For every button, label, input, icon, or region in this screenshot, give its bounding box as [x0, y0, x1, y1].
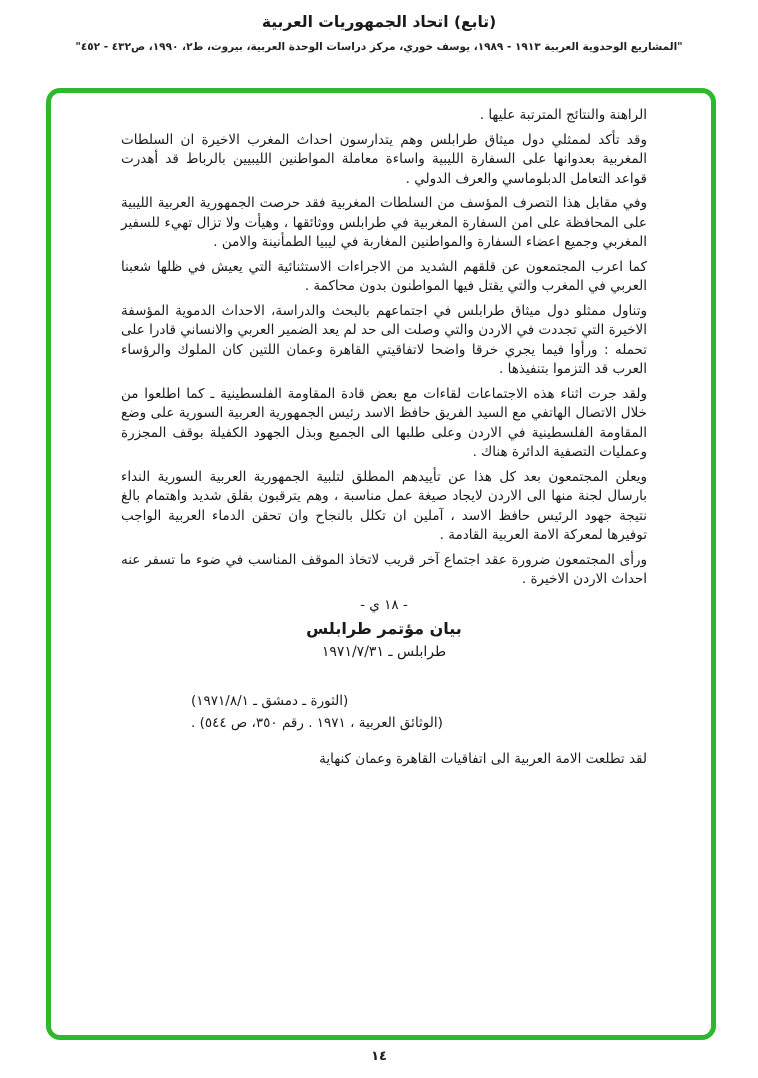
statement-place-date: طرابلس ـ ١٩٧١/٧/٣١: [321, 643, 447, 660]
body-text-column: [51, 93, 711, 770]
paragraph-next-meeting: ورأى المجتمعون ضرورة عقد اجتماع آخر قريب لاتخاذ الموقف المناسب في ضوء ما تسفر عنه احداث الاردن الاخيرة .: [121, 551, 647, 587]
page-header: [0, 0, 758, 53]
header-citation: "المشاريع الوحدوية العربية ١٩١٣ - ١٩٨٩، يوسف خوري، مركز دراسات الوحدة العربية، بيروت، ط٢، ١٩٩٠، ص٤٣٢ - ٤٥٢": [75, 41, 683, 53]
source-references: [121, 690, 647, 734]
paragraph-concern-measures: كما اعرب المجتمعون عن قلقهم الشديد من الاجراءات الاستثنائية التي يعيش في ظلها شعبنا العربي في المغرب والتي يقتل فيها المواطنون بدون محاكمة .: [121, 258, 647, 294]
paragraph-syria-support: ويعلن المجتمعون بعد كل هذا عن تأييدهم المطلق لتلبية الجمهورية العربية السورية النداء بارسال لجنة منها الى الاردن لايجاد صيغة عمل مناسبة ، وهم يترقبون بقلق شديد واهتمام بالغ نتيجة جهود الرئيس حافظ الاسد ، آملين ان تكلل بالنجاح وان تحقن الدماء العربية الواجب توفيرها لمعركة الامة العربية القادمة .: [121, 468, 647, 543]
statement-title: بيان مؤتمر طرابلس: [306, 619, 462, 638]
paragraph-morocco-incidents: وقد تأكد لممثلي دول ميثاق طرابلس وهم يتدارسون احداث المغرب الاخيرة ان السلطات المغربية بعدوانها على السفارة الليبية واساءة معاملة المواطنين الليبيين بالرباط قد أهدرت قواعد التعامل الدبلوماسي والعرف الدولي .: [121, 131, 647, 187]
section-separator: - ١٨ ي -: [360, 596, 408, 613]
content-border-box: [46, 88, 716, 1040]
paragraph-continuation: الراهنة والنتائج المترتبة عليها .: [479, 107, 647, 123]
paragraph-libya-response: وفي مقابل هذا التصرف المؤسف من السلطات المغربية فقد حرصت الجمهورية العربية الليبية على المحافظة على امن السفارة المغربية في طرابلس ووثائقها ، وهيأت ولا تزال تهيء للسفير المغربي وجميع اعضاء السفارة والمواطنين المغاربة في ليبيا الطمأنينة والامن .: [121, 195, 647, 250]
source-line-documents: (الوثائق العربية ، ١٩٧١ . رقم ٣٥٠، ص ٥٤٤) .: [191, 715, 443, 731]
paragraph-resistance-meetings: ولقد جرت اثناء هذه الاجتماعات لقاءات مع بعض قادة المقاومة الفلسطينية ـ كما اطلعوا من خلال الاتصال الهاتفي مع السيد الفريق حافظ الاسد رئيس الجمهورية العربية السورية على وضع المقاومة الفلسطينية في الاردن وعلى طلبها الى الجميع وبذل الجهود الكفيلة بوقف المجزرة وعمليات التصفية الدائرة هناك .: [121, 385, 647, 460]
paragraph-jordan-events: وتناول ممثلو دول ميثاق طرابلس في اجتماعهم بالبحث والدراسة، الاحداث الدموية المؤسفة الاخيرة التي تجددت في الاردن والتي وصلت الى حد لم يعد الضمير العربي والانساني قادرا على تحمله : ورأوا فيما يجري خرقا واضحا لاتفاقيتي القاهرة وعمان اللتين كان الملوك والرؤساء العرب قد التزموا بتنفيذها .: [121, 302, 647, 377]
source-line-newspaper: (الثورة ـ دمشق ـ ١٩٧١/٨/١): [191, 693, 349, 709]
page-number: ١٤: [371, 1049, 387, 1064]
header-title: (تابع) اتحاد الجمهوريات العربية: [261, 13, 497, 31]
closing-line: لقد تطلعت الامة العربية الى اتفاقيات القاهرة وعمان كنهاية: [319, 751, 647, 767]
